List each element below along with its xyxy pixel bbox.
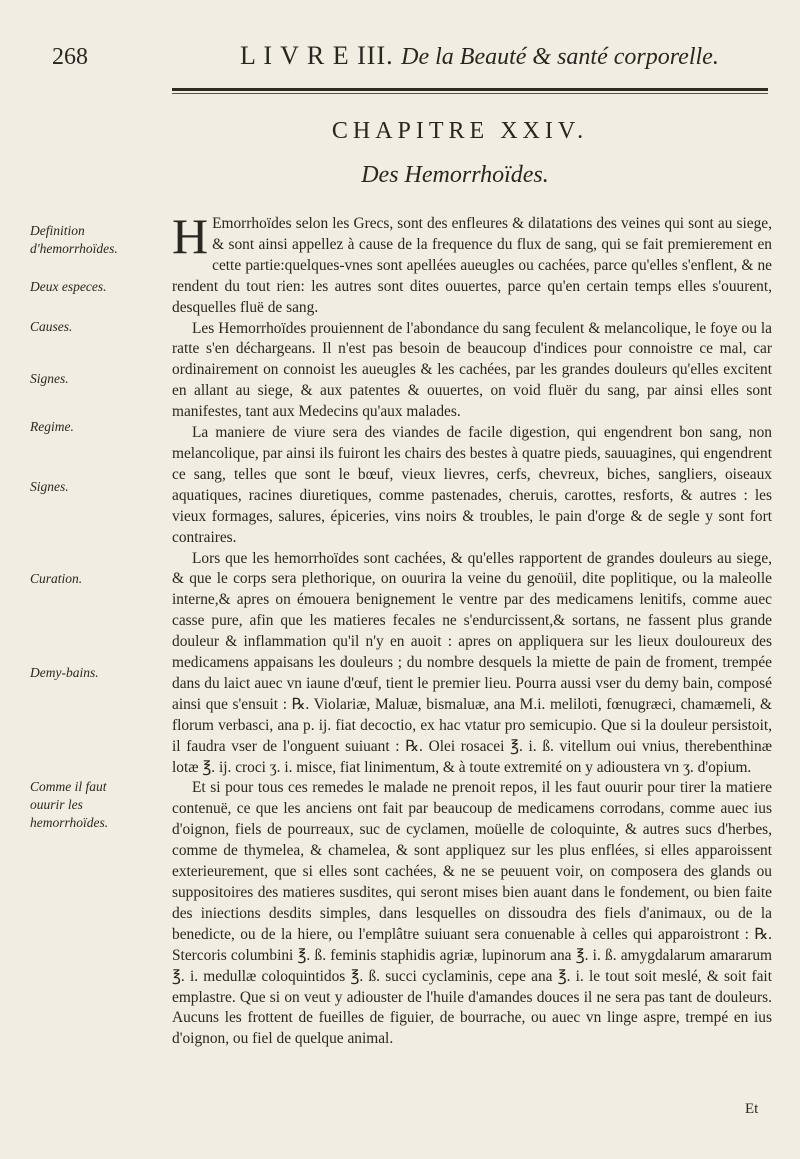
drop-cap: H — [172, 208, 209, 264]
running-head-title: De la Beauté & santé corporelle. — [401, 44, 719, 70]
chapter-subtitle: Des Hemorrhoïdes. — [361, 162, 549, 188]
margin-note: Deux especes. — [30, 279, 107, 294]
chapter-heading: CHAPITRE XXIV. — [331, 118, 589, 144]
paragraph: Lors que les hemorrhoïdes sont cachées, & qu'elles rapportent de grandes douleurs au siege, & que le corps sera plethorique, on ouurira la veine du genoüil, dite poplitique, ou la maleolle interne,& apres on émouera benignement le ventre par des medicamens lenitifs, comme auec casse pure, afin que les matieres fecales ne s'endurcissent,& sortans, ne fassent plus grande douleur & inflammation qu'il n'y en auoit : apres on appliquera sur les lieux douloureux des medicamens appaisans les douleurs ; du nombre desquels la miette de pain de froment, trempée dans du laict auec vn iaune d'œuf, tient le premier lieu. Pourra aussi vser du demy bain, composé ainsi que s'ensuit : ℞. Violariæ, Maluæ, bismaluæ, ana M.i. meliloti, fœnugræci, chamæmeli, & florum verbasci, ana p. ij. fiat decoctio, ex hac vtatur pro semicupio. Que si la douleur persistoit, il faudra vser de l'onguent suiuant : ℞. Olei rosacei ℥. i. ß. vitellum oui vnius, therebenthinæ lotæ ℥. ij. croci ʒ. i. misce, fiat linimentum, & à toute extremité on y adioustera vn ʒ. d'opium. — [172, 549, 772, 776]
paragraph: Les Hemorrhoïdes prouiennent de l'abondance du sang feculent & melancolique, le foye ou la ratte s'en déchargeans. Il n'est pas besoin de beaucoup d'indices pour connoistre ce mal, car ordinairement on connoist les aueugles & les cachées, par les grandes douleurs qu'elles excitent en allant au siege, & aux patentes & ouuertes, on void fluër du sang, par ainsi elles sont manifestes, tant aux Medecins qu'aux malades. — [172, 319, 772, 421]
paragraph: Et si pour tous ces remedes le malade ne prenoit repos, il les faut ouurir pour tirer la matiere contenuë, ce que les anciens ont fait par beaucoup de medicamens corrodans, comme auec ius d'oignon, fiels de pourreaux, suc de cyclamen, moüelle de coloquinte, & autres sucs d'herbes, comme de thymelea, & chamelea, & sont appliquez sur les plus enflées, si elles apparoissent exterieurement, que si elles sont cachées, & ne se peuuent voir, on composera des glands ou suppositoires des matieres susdites, qui seront mises bien auant dans le fondement, ou bien faite des iniections desdits simples, dans lesquelles on dissoudra des fiels d'animaux, ou de la benedicte, ou de la hiere, ou l'emplâtre suiuant sera conuenable à celles qui apparoistront : ℞. Stercoris columbini ℥. ß. feminis staphidis agriæ, lupinorum ana ℥. i. ß. amygdalarum amararum ℥. i. medullæ coloquintidos ℥. ß. succi cyclaminis, cepe ana ℥. i. le tout soit meslé, & soit fait emplastre. Que si on veut y adiouster de l'huile d'amandes douces il ne sera pas tant de douleurs. Aucuns les frottent de fueilles de figuier, de bourrache, ou auec vn linge aspre, trempé en ius d'oignon, ou fiel de quelque animal. — [172, 779, 772, 1048]
margin-note: Definition d'hemorrhoïdes. — [30, 223, 118, 256]
catchword: Et — [745, 1101, 759, 1117]
header-rule — [172, 88, 768, 91]
margin-note: Causes. — [30, 319, 73, 334]
page-number: 268 — [52, 44, 88, 70]
header-rule-thin — [172, 93, 768, 94]
margin-note: Regime. — [30, 419, 74, 434]
running-head — [240, 41, 719, 71]
margin-note: Comme il faut ouurir les hemorrhoïdes. — [30, 779, 109, 830]
margin-note: Demy-bains. — [30, 665, 99, 680]
paragraph: La maniere de viure sera des viandes de facile digestion, qui engendrent bon sang, non melancolique, par ainsi ils fuiront les chairs des bestes à quatre pieds, sauuagines, qui engendrent ce sang, telles que sont le bœuf, vieux lievres, cerfs, chevreux, biches, sangliers, oiseaux aquatiques, racines diuretiques, comme pastenades, cheruis, carottes, resforts, & autres : les vieux formages, salures, épiceries, vins noirs & troubles, le pain d'orge & de segle y sont fort contraires. — [172, 424, 772, 546]
running-head-book: L I V R E III. — [240, 41, 394, 70]
margin-note: Signes. — [30, 371, 69, 386]
margin-note: Signes. — [30, 479, 69, 494]
chapter-body — [172, 208, 772, 1050]
margin-note: Curation. — [30, 571, 83, 586]
paragraph: H Emorrhoïdes selon les Grecs, sont des enfleures & dilatations des veines qui sont au siege, & sont ainsi appellez à cause de la frequence du flux de sang, qui se fait premierement en cette partie:quelques-vnes sont apellées aueugles ou cachées, parce qu'elles s'enflent, & ne rendent du tout rien: les autres sont dites ouuertes, parce qu'en certain temps elles s'ouurent, desquelles fluë de sang. — [172, 208, 772, 316]
